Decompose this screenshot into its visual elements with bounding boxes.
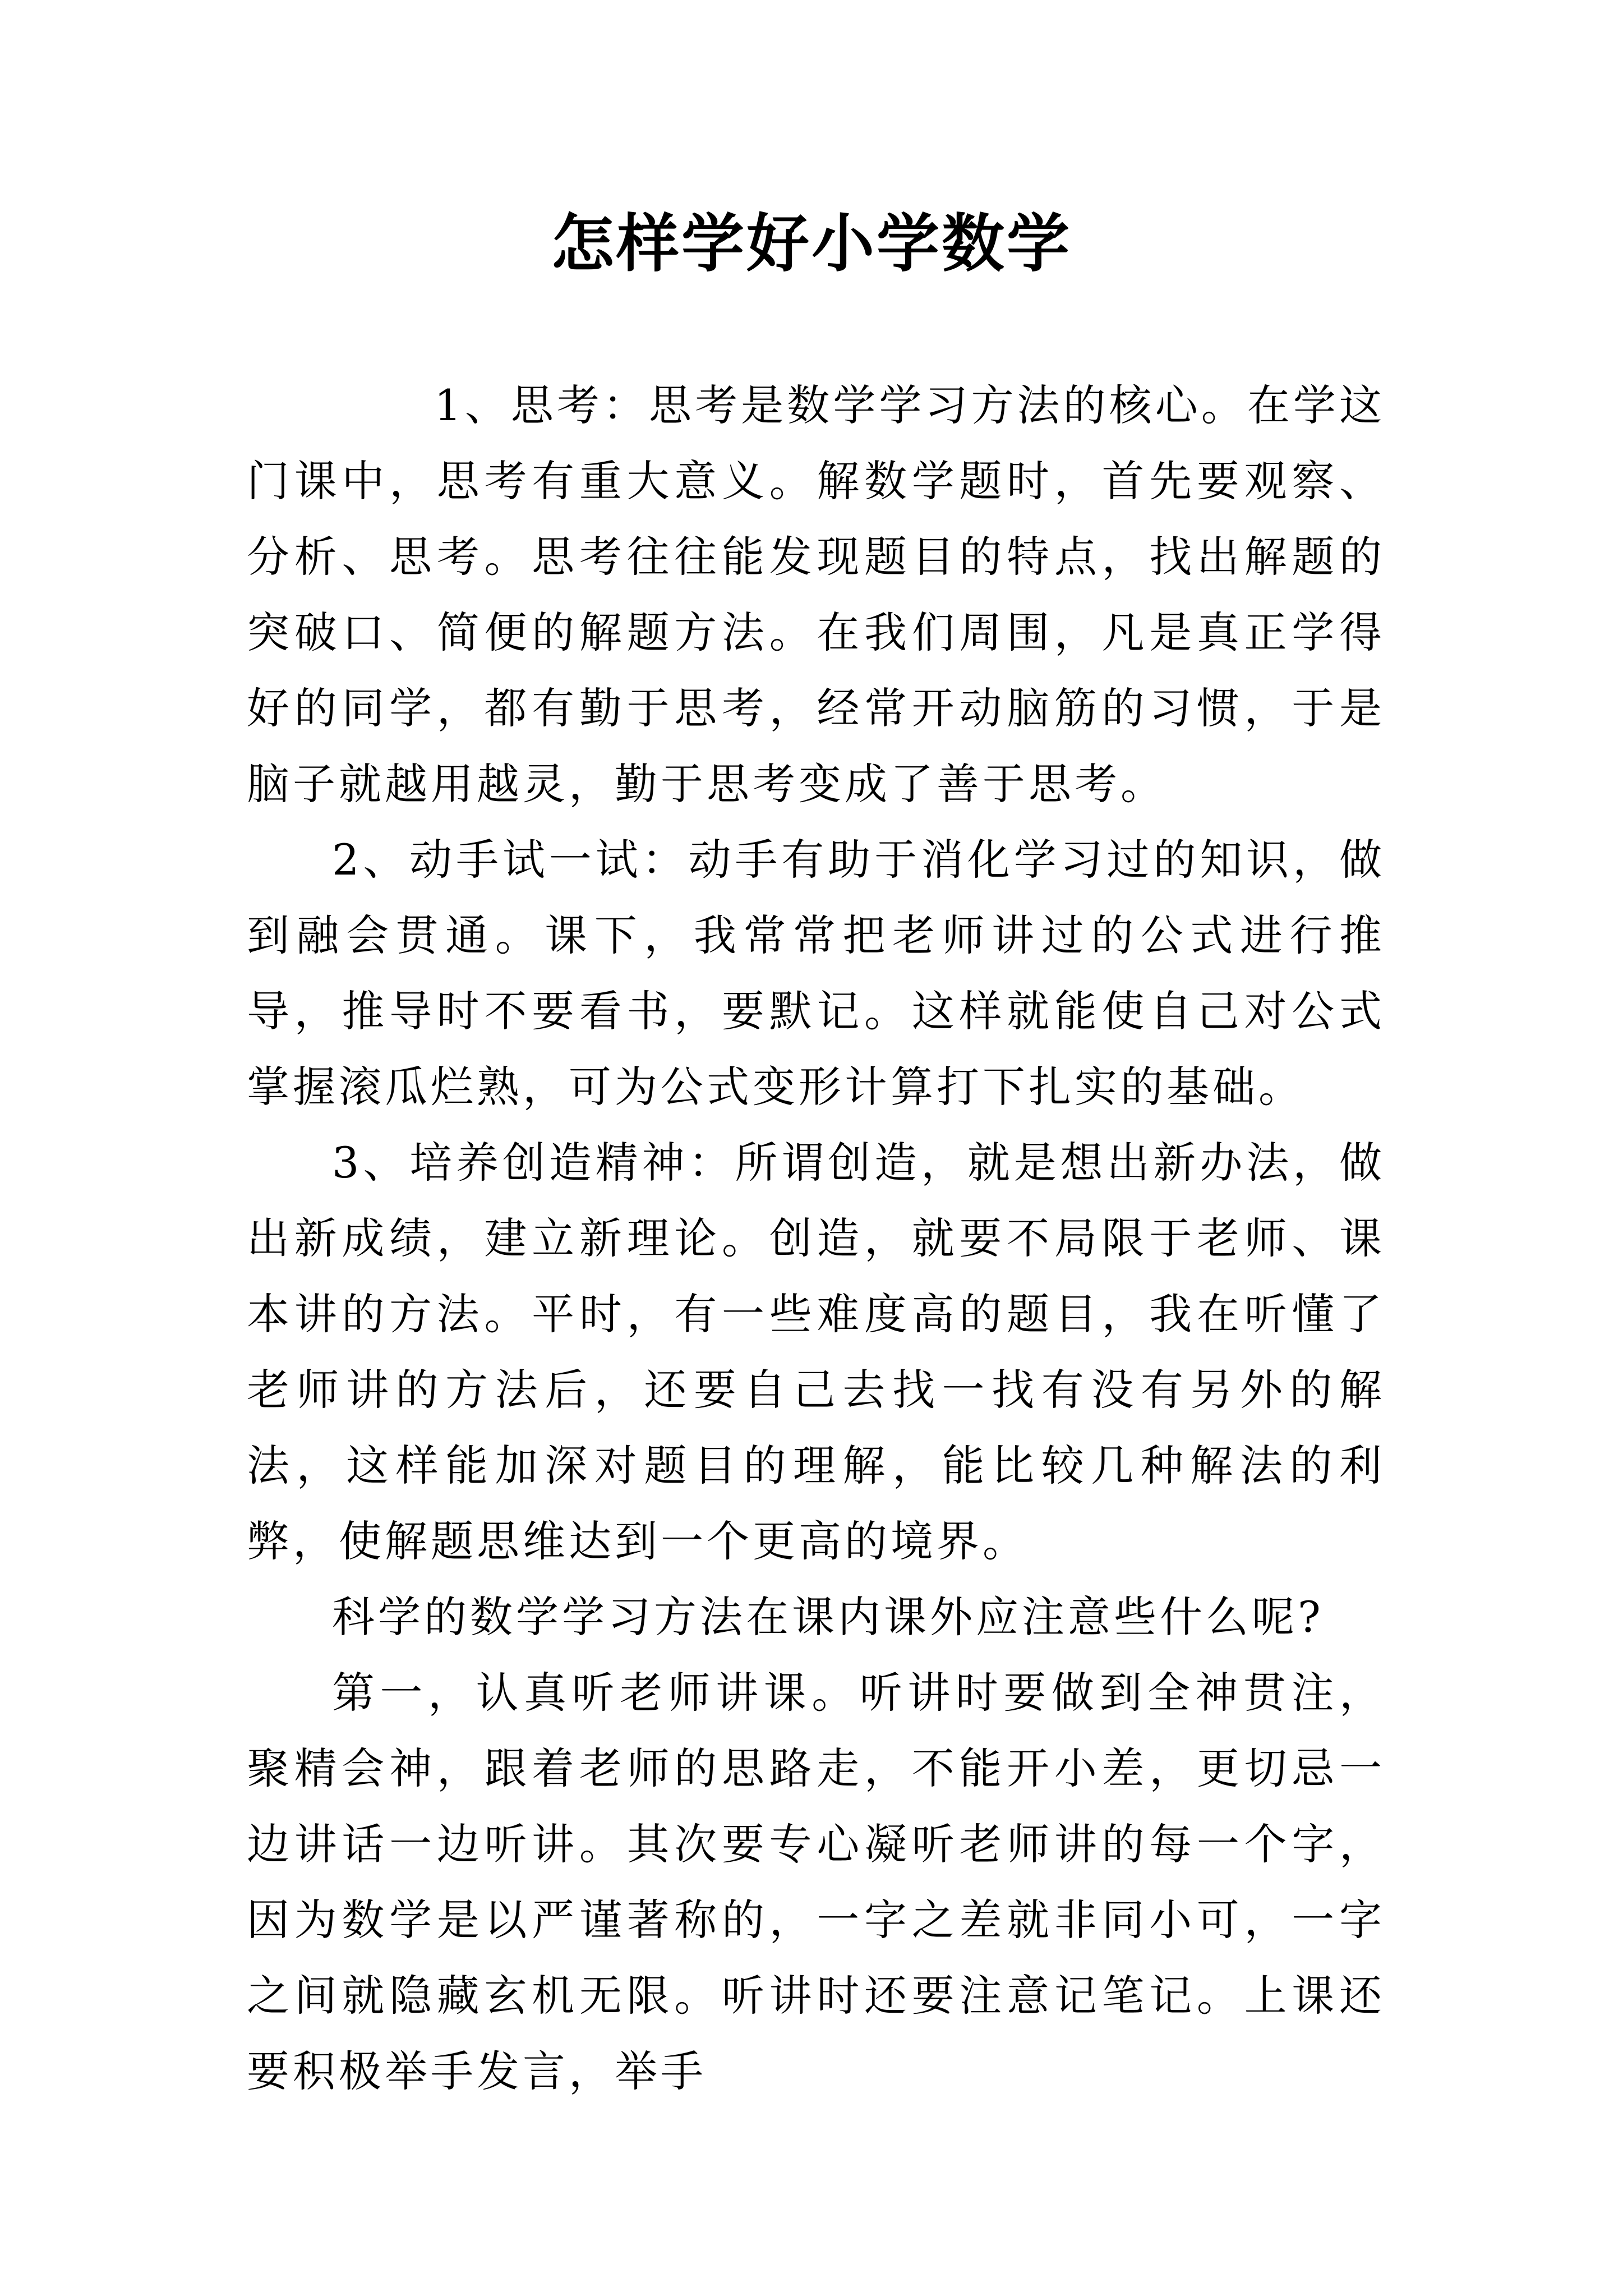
paragraph-thinking: 1、思考：思考是数学学习方法的核心。在学这门课中，思考有重大意义。解数学题时，首先要观察、分析、思考。思考往往能发现题目的特点，找出解题的突破口、简便的解题方法。在我们周围，凡是真正学得好的同学，都有勤于思考，经常开动脑筋的习惯，于是脑子就越用越灵，勤于思考变成了善于思考。 <box>247 380 1385 809</box>
paragraph-creativity: 3、培养创造精神：所谓创造，就是想出新办法，做出新成绩，建立新理论。创造，就要不局限于老师、课本讲的方法。平时，有一些难度高的题目，我在听懂了老师讲的方法后，还要自己去找一找有没有另外的解法，这样能加深对题目的理解，能比较几种解法的利弊，使解题思维达到一个更高的境界。 <box>247 1138 1385 1566</box>
paragraph-hands-on: 2、动手试一试：动手有助于消化学习过的知识，做到融会贯通。课下，我常常把老师讲过的公式进行推导，推导时不要看书，要默记。这样就能使自己对公式掌握滚瓜烂熟，可为公式变形计算打下扎实的基础。 <box>247 835 1385 1112</box>
paragraph-question: 科学的数学学习方法在课内课外应注意些什么呢? <box>332 1592 1324 1642</box>
document-body <box>247 367 1385 2109</box>
paragraph-listening: 第一，认真听老师讲课。听讲时要做到全神贯注，聚精会神，跟着老师的思路走，不能开小差，更切忌一边讲话一边听讲。其次要专心凝听老师讲的每一个字，因为数学是以严谨著称的，一字之差就非同小可，一字之间就隐藏玄机无限。听讲时还要注意记笔记。上课还要积极举手发言，举手 <box>247 1668 1385 2096</box>
document-title: 怎样学好小学数学 <box>551 207 1072 280</box>
